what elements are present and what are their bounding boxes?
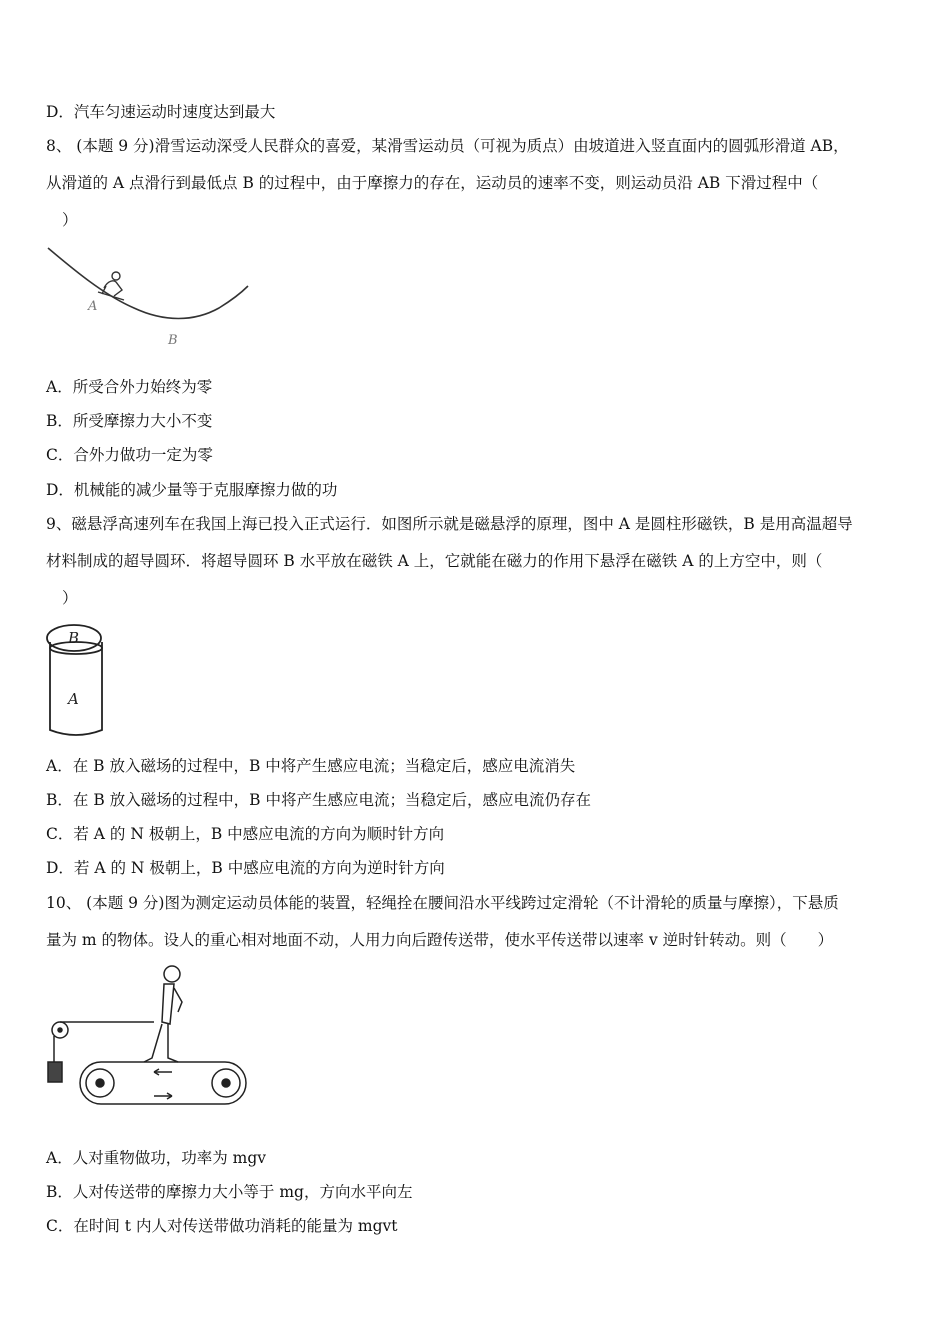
arc-track: [48, 248, 248, 319]
q8-stem-line-2: 从滑道的 A 点滑行到最低点 B 的过程中，由于摩擦力的存在，运动员的速率不变，则运动员沿 AB 下滑过程中（: [46, 174, 819, 192]
q10-option-b: B．人对传送带的摩擦力大小等于 mg，方向水平向左: [46, 1183, 413, 1201]
conveyor-belt: [80, 1062, 246, 1104]
q8-option-d: D．机械能的减少量等于克服摩擦力做的功: [46, 481, 338, 499]
q7-option-d: D．汽车匀速运动时速度达到最大: [46, 103, 276, 121]
q9-option-b: B．在 B 放入磁场的过程中，B 中将产生感应电流；当稳定后，感应电流仍存在: [46, 791, 591, 809]
label-a: A: [88, 299, 98, 314]
q10-stem-line-1: 10、 (本题 9 分)图为测定运动员体能的装置，轻绳拴在腰间沿水平线跨过定滑轮（不计滑轮的质量与摩擦），下悬质: [46, 894, 839, 912]
runner-icon: [144, 966, 182, 1062]
q10-option-c: C．在时间 t 内人对传送带做功消耗的能量为 mgvt: [46, 1217, 398, 1235]
q8-option-a: A．所受合外力始终为零: [46, 378, 213, 396]
q9-option-d: D．若 A 的 N 极朝上，B 中感应电流的方向为逆时针方向: [46, 859, 445, 877]
label-b: B: [68, 629, 80, 647]
ski-slope-figure: [44, 240, 254, 350]
q9-stem-line-3: ）: [62, 589, 78, 607]
treadmill-figure: [44, 962, 254, 1112]
hanging-mass: [48, 1062, 62, 1082]
q9-stem-line-2: 材料制成的超导圆环．将超导圆环 B 水平放在磁铁 A 上，它就能在磁力的作用下悬浮在磁铁 A 的上方空中，则（: [46, 552, 823, 570]
skier-icon: [98, 272, 124, 300]
q9-stem-line-1: 9、磁悬浮高速列车在我国上海已投入正式运行．如图所示就是磁悬浮的原理，图中 A 是圆柱形磁铁，B 是用高温超导: [46, 515, 853, 533]
cylinder-magnet: [50, 642, 102, 735]
label-b: B: [168, 333, 178, 348]
q9-option-c: C．若 A 的 N 极朝上，B 中感应电流的方向为顺时针方向: [46, 825, 445, 843]
q10-option-a: A．人对重物做功，功率为 mgv: [46, 1149, 266, 1167]
q8-option-b: B．所受摩擦力大小不变: [46, 412, 213, 430]
q9-option-a: A．在 B 放入磁场的过程中，B 中将产生感应电流；当稳定后，感应电流消失: [46, 757, 576, 775]
q8-option-c: C．合外力做功一定为零: [46, 446, 213, 464]
q10-stem-line-2: 量为 m 的物体。设人的重心相对地面不动，人用力向后蹬传送带，使水平传送带以速率 v 逆时针转动。则（ ）: [46, 931, 834, 949]
q8-stem-line-1: 8、 (本题 9 分)滑雪运动深受人民群众的喜爱，某滑雪运动员（可视为质点）由坡道进入竖直面内的圆弧形滑道 AB，: [46, 137, 849, 155]
q8-stem-line-3: ）: [62, 211, 78, 229]
label-a: A: [68, 690, 79, 708]
maglev-figure: [44, 622, 108, 740]
